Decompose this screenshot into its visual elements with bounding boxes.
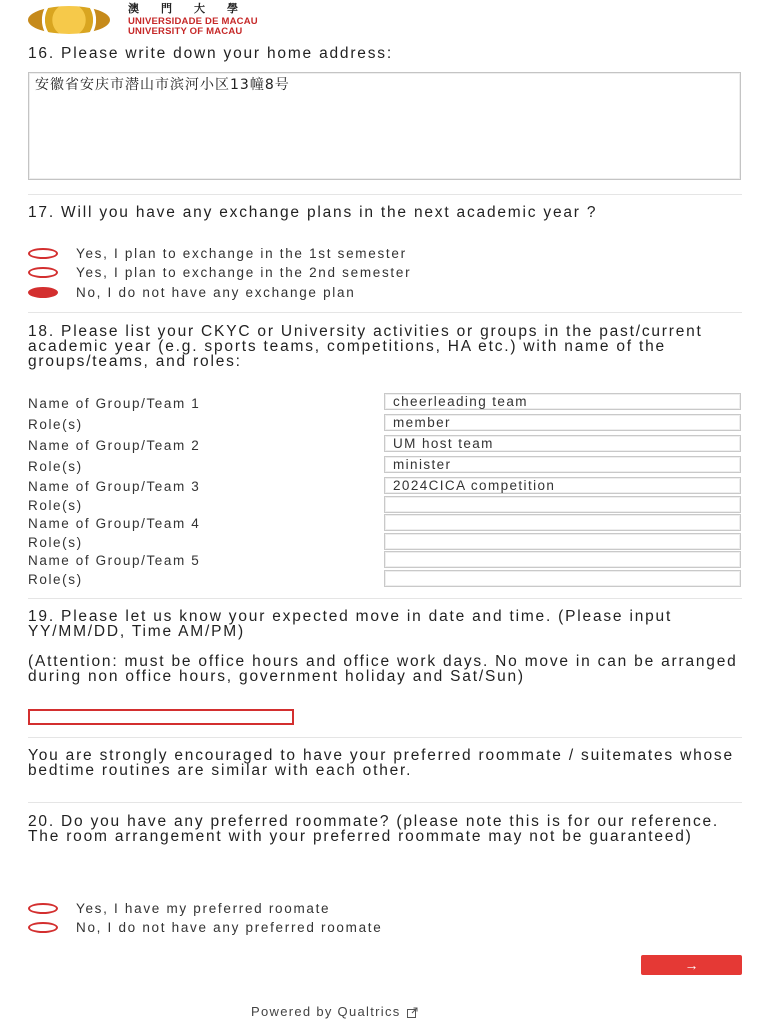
radio-unselected-icon[interactable]	[28, 267, 58, 278]
group-4-name-input[interactable]	[384, 514, 741, 531]
university-name-portuguese: UNIVERSIDADE DE MACAU	[128, 16, 258, 27]
q20-option-2[interactable]	[28, 920, 382, 934]
group-5-role-input[interactable]	[384, 570, 741, 587]
radio-unselected-icon[interactable]	[28, 922, 58, 933]
group-3-name-label: Name of Group/Team 3	[28, 479, 201, 494]
group-5-name-label: Name of Group/Team 5	[28, 553, 201, 568]
group-3-name-input[interactable]: 2024CICA competition	[384, 477, 741, 494]
group-1-name-input[interactable]: cheerleading team	[384, 393, 741, 410]
q20-option-1-label: Yes, I have my preferred roomate	[76, 900, 331, 916]
divider	[28, 194, 742, 195]
q17-option-2[interactable]	[28, 265, 411, 279]
radio-selected-icon[interactable]	[28, 287, 58, 298]
q19-question-text: 19. Please let us know your expected move in date and time. (Please input YY/MM/DD, Time AM/PM)	[28, 608, 673, 640]
powered-by-qualtrics-link[interactable]: Powered by Qualtrics	[251, 1004, 401, 1019]
q20-option-1[interactable]	[28, 901, 330, 915]
q17-option-3-label: No, I do not have any exchange plan	[76, 284, 356, 300]
group-5-name-input[interactable]	[384, 551, 741, 568]
group-4-name-label: Name of Group/Team 4	[28, 516, 201, 531]
group-1-role-label: Role(s)	[28, 417, 83, 432]
q16-question-text: 16. Please write down your home address:	[28, 45, 393, 62]
external-link-icon	[407, 1006, 418, 1017]
group-1-name-label: Name of Group/Team 1	[28, 396, 201, 411]
q19-attention-text: (Attention: must be office hours and office work days. No move in can be arranged during non office hours, government holiday and Sat/Sun)	[28, 653, 738, 685]
roommate-notice-text: You are strongly encouraged to have your preferred roommate / suitemates whose bedtime routines are similar with each other.	[28, 747, 734, 779]
divider	[28, 802, 742, 803]
university-name-chinese: 澳門大學	[128, 3, 260, 15]
q17-option-2-label: Yes, I plan to exchange in the 2nd semester	[76, 264, 412, 280]
q17-question-text: 17. Will you have any exchange plans in the next academic year ?	[28, 204, 598, 221]
q20-question-text: 20. Do you have any preferred roommate? (please note this is for our reference. The room arrangement with your preferred roommate may not be guaranteed)	[28, 813, 720, 845]
group-2-name-input[interactable]: UM host team	[384, 435, 741, 452]
group-2-role-label: Role(s)	[28, 459, 83, 474]
group-1-role-input[interactable]: member	[384, 414, 741, 431]
arrow-right-icon: →	[684, 957, 699, 973]
divider	[28, 598, 742, 599]
group-3-role-input[interactable]	[384, 496, 741, 513]
footer[interactable]	[251, 1004, 418, 1019]
university-name-english: UNIVERSITY OF MACAU	[128, 25, 243, 37]
q18-question-text: 18. Please list your CKYC or University activities or groups in the past/current academic year (e.g. sports teams, competitions, HA etc.) with name of the groups/teams, and roles:	[28, 323, 703, 370]
home-address-textarea[interactable]: 安徽省安庆市潜山市滨河小区13幢8号	[28, 72, 741, 180]
q20-option-2-label: No, I do not have any preferred roomate	[76, 919, 383, 935]
q17-option-3[interactable]	[28, 285, 355, 299]
radio-unselected-icon[interactable]	[28, 248, 58, 259]
next-button[interactable]	[641, 955, 742, 975]
group-5-role-label: Role(s)	[28, 572, 83, 587]
q17-option-1-label: Yes, I plan to exchange in the 1st semester	[76, 245, 407, 261]
radio-unselected-icon[interactable]	[28, 903, 58, 914]
university-name-block	[128, 4, 260, 36]
group-2-name-label: Name of Group/Team 2	[28, 438, 201, 453]
university-seal-logo	[28, 6, 110, 34]
divider	[28, 737, 742, 738]
group-2-role-input[interactable]: minister	[384, 456, 741, 473]
university-header	[28, 4, 260, 36]
group-3-role-label: Role(s)	[28, 498, 83, 513]
divider	[28, 312, 742, 313]
group-4-role-input[interactable]	[384, 533, 741, 550]
q17-option-1[interactable]	[28, 246, 407, 260]
group-4-role-label: Role(s)	[28, 535, 83, 550]
move-in-date-input[interactable]	[28, 709, 294, 725]
